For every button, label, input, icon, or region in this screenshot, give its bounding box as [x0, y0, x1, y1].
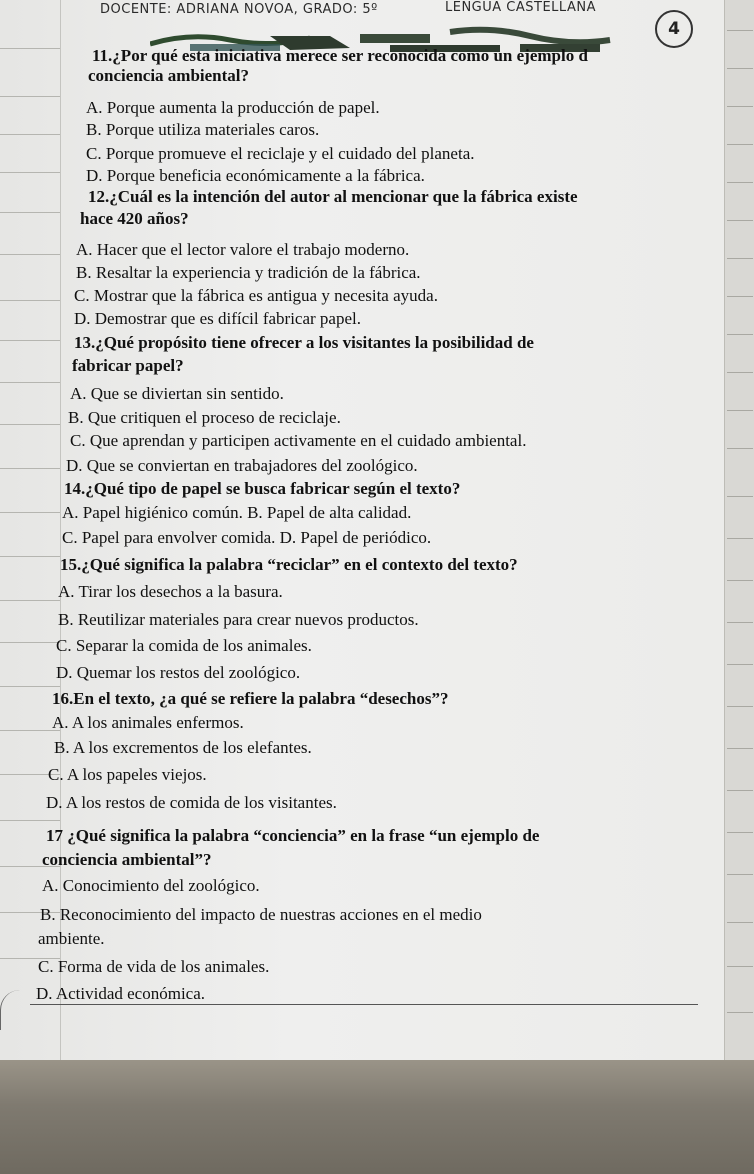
page-number: 4: [655, 10, 693, 48]
q12-option-d: D. Demostrar que es difícil fabricar papel.: [74, 309, 361, 328]
q12-line-1: 12.¿Cuál es la intención del autor al mencionar que la fábrica existe: [88, 187, 578, 206]
q17-line-2: conciencia ambiental”?: [42, 850, 212, 869]
q17-line-1: 17 ¿Qué significa la palabra “conciencia” en la frase “un ejemplo de: [46, 826, 540, 845]
q13-option-a: A. Que se diviertan sin sentido.: [70, 384, 284, 403]
q11-option-d: D. Porque beneficia económicamente a la fábrica.: [86, 166, 425, 185]
q12-option-c: C. Mostrar que la fábrica es antigua y necesita ayuda.: [74, 286, 438, 305]
q16-option-c: C. A los papeles viejos.: [48, 765, 207, 784]
notebook-edge-curve: [0, 990, 31, 1030]
q15-option-a: A. Tirar los desechos a la basura.: [58, 582, 283, 601]
q16-option-a: A. A los animales enfermos.: [52, 713, 244, 732]
q14-options-a-b: A. Papel higiénico común. B. Papel de alta calidad.: [62, 503, 412, 522]
q17-option-b-line-2: ambiente.: [38, 929, 105, 948]
q14-options-c-d: C. Papel para envolver comida. D. Papel de periódico.: [62, 528, 432, 547]
q15-option-c: C. Separar la comida de los animales.: [56, 636, 312, 655]
q11-line-1: 11.¿Por qué esta iniciativa merece ser reconocida como un ejemplo d: [92, 46, 588, 65]
q17-option-a: A. Conocimiento del zoológico.: [42, 876, 260, 895]
q15-option-d: D. Quemar los restos del zoológico.: [56, 663, 301, 682]
q13-line-2: fabricar papel?: [72, 356, 184, 375]
bottom-rule: [30, 1004, 698, 1005]
q16-option-b: B. A los excrementos de los elefantes.: [54, 738, 312, 757]
q16-line-1: 16.En el texto, ¿a qué se refiere la palabra “desechos”?: [52, 689, 449, 708]
q15-line-1: 15.¿Qué significa la palabra “reciclar” en el contexto del texto?: [60, 555, 518, 574]
q12-option-b: B. Resaltar la experiencia y tradición de la fábrica.: [76, 263, 421, 282]
desk-background: [0, 1060, 754, 1174]
q11-option-c: C. Porque promueve el reciclaje y el cuidado del planeta.: [86, 144, 475, 163]
page-header: [100, 2, 660, 22]
q16-option-d: D. A los restos de comida de los visitantes.: [46, 793, 337, 812]
q15-option-b: B. Reutilizar materiales para crear nuevos productos.: [58, 610, 419, 629]
subject-label: LENGUA CASTELLANA: [445, 0, 596, 15]
adjacent-notebook-page: [724, 0, 754, 1060]
q11-option-b: B. Porque utiliza materiales caros.: [86, 120, 320, 139]
q17-option-d: D. Actividad económica.: [36, 984, 206, 1003]
teacher-grade-label: DOCENTE: ADRIANA NOVOA, GRADO: 5º: [100, 2, 378, 17]
q13-line-1: 13.¿Qué propósito tiene ofrecer a los visitantes la posibilidad de: [74, 333, 534, 352]
q12-line-2: hace 420 años?: [80, 209, 189, 228]
margin-line: [60, 0, 61, 1060]
q11-option-a: A. Porque aumenta la producción de papel.: [86, 98, 380, 117]
q17-option-c: C. Forma de vida de los animales.: [38, 957, 270, 976]
q17-option-b-line-1: B. Reconocimiento del impacto de nuestras acciones en el medio: [40, 905, 482, 924]
q14-line-1: 14.¿Qué tipo de papel se busca fabricar según el texto?: [64, 479, 461, 498]
q13-option-d: D. Que se conviertan en trabajadores del zoológico.: [66, 456, 418, 475]
q13-option-c: C. Que aprendan y participen activamente en el cuidado ambiental.: [70, 431, 527, 450]
q13-option-b: B. Que critiquen el proceso de reciclaje.: [68, 408, 341, 427]
q11-line-2: conciencia ambiental?: [88, 66, 250, 85]
q12-option-a: A. Hacer que el lector valore el trabajo moderno.: [76, 240, 410, 259]
